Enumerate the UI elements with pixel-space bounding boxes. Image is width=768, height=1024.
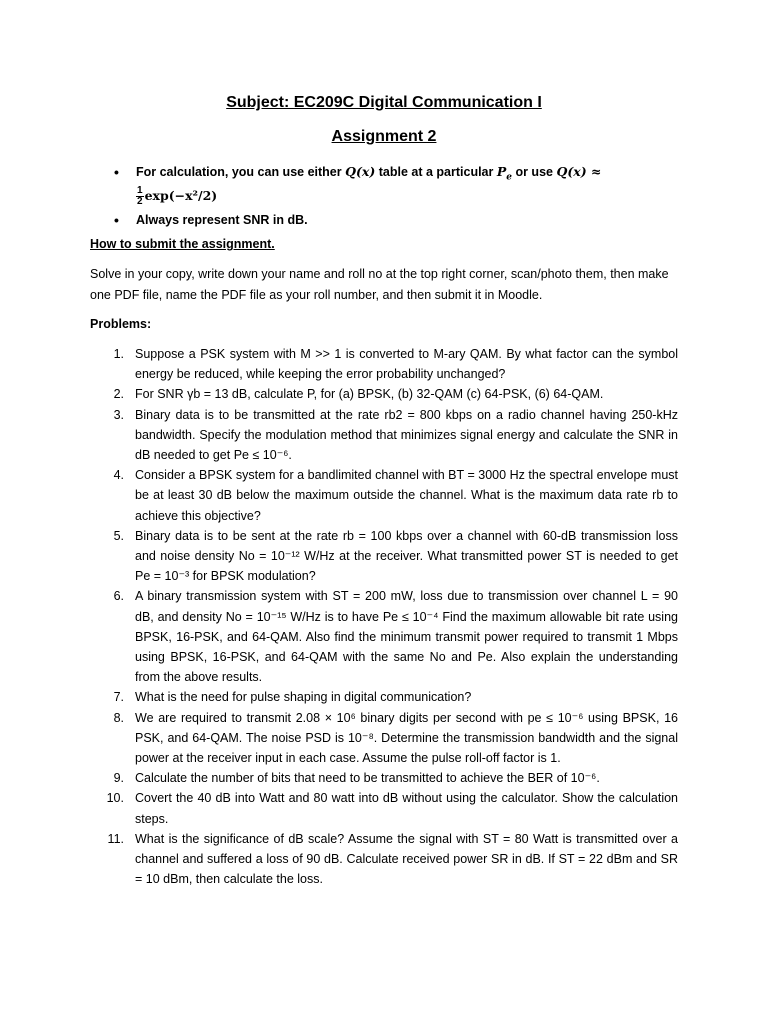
problem-item: 2. For SNR γb = 13 dB, calculate P, for (a) BPSK, (b) 32-QAM (c) 64-PSK, (6) 64-QAM.	[113, 387, 604, 402]
calc-middle: table at a particular	[375, 165, 497, 179]
one-half-fraction: $\frac{1}{2}$	[137, 185, 143, 208]
calculation-note	[114, 160, 684, 208]
problems-heading: Problems:	[90, 317, 152, 331]
problem-item: 9. Calculate the number of bits that need to be transmitted to achieve the BER of 10⁻⁶.	[113, 771, 600, 786]
submission-text: Solve in your copy, write down your name and roll no at the top right corner, scan/photo them, then make one PDF file, name the PDF file as your roll number, and then submit it in Moodle.	[90, 267, 669, 302]
notes-list	[114, 160, 684, 232]
problem-item: 11. What is the significance of dB scale? Assume the signal with ST = 80 Watt is transmitted over a channel and suffered a loss of 90 dB. Calculate received power SR in dB. If ST = 22 dBm and SR = 10 dBm, then calculate the loss.	[107, 831, 678, 887]
problem-item: 5. Binary data is to be sent at the rate rb = 100 kbps over a channel with 60-dB transmission loss and noise density No = 10⁻¹² W/Hz at the receiver. What transmitted power ST is needed to get Pe = 10⁻³ for BPSK modulation?	[113, 528, 678, 584]
approx-sign: ≈	[586, 164, 602, 179]
exp-expression: exp(−x²/2)	[144, 188, 218, 203]
problem-item: 1. Suppose a PSK system with M >> 1 is converted to M-ary QAM. By what factor can the symbol energy be reduced, while keeping the error probability unchanged?	[113, 347, 678, 382]
calc-or: or use	[511, 165, 557, 179]
q-function-2: Q(x)	[556, 164, 587, 179]
problem-item: 4. Consider a BPSK system for a bandlimited channel with BT = 3000 Hz the spectral envelope must be at least 30 dB below the maximum outside the channel. What is the maximum data rate rb to achieve this objective?	[113, 468, 678, 523]
problem-item: 8. We are required to transmit 2.08 × 10⁶ binary digits per second with pe ≤ 10⁻⁶ using BPSK, 16 PSK, and 64-QAM. The noise PSD is 10⁻⁸. Determine the transmission bandwidth and the signal power at the receiver input in each case. Assume the pulse roll-off factor is 1.	[113, 710, 678, 766]
problem-item: 7. What is the need for pulse shaping in digital communication?	[113, 690, 472, 705]
submission-heading: How to submit the assignment.	[90, 237, 275, 251]
assignment-title: Assignment 2	[331, 128, 437, 145]
q-function: Q(x)	[345, 164, 376, 179]
problem-item: 10. Covert the 40 dB into Watt and 80 watt into dB without using the calculator. Show the calculation steps.	[106, 791, 678, 826]
problems-list	[90, 344, 678, 889]
snr-note: • Always represent SNR in dB.	[114, 208, 684, 232]
pe-symbol: $P_e$	[496, 164, 512, 183]
problem-item: 6. A binary transmission system with ST = 200 mW, loss due to transmission over channel L = 90 dB, and density No = 10⁻¹⁵ W/Hz is to have Pe ≤ 10⁻⁴ Find the maximum allowable bit rate using BPSK, 16-PSK, and 64-QAM. Also find the minimum transmit power required to transmit 1 Mbps using BPSK, 16-PSK, and 64-QAM with the same No and Pe. Also explain the understanding from the above results.	[113, 589, 678, 685]
problem-item: 3. Binary data is to be transmitted at the rate rb2 = 800 kbps on a radio channel having 250-kHz bandwidth. Specify the modulation method that minimizes signal energy and calculate the SNR in dB needed to get Pe ≤ 10⁻⁶.	[113, 407, 678, 463]
subject-title: Subject: EC209C Digital Communication I	[226, 94, 542, 111]
calc-prefix: For calculation, you can use either	[136, 165, 346, 179]
